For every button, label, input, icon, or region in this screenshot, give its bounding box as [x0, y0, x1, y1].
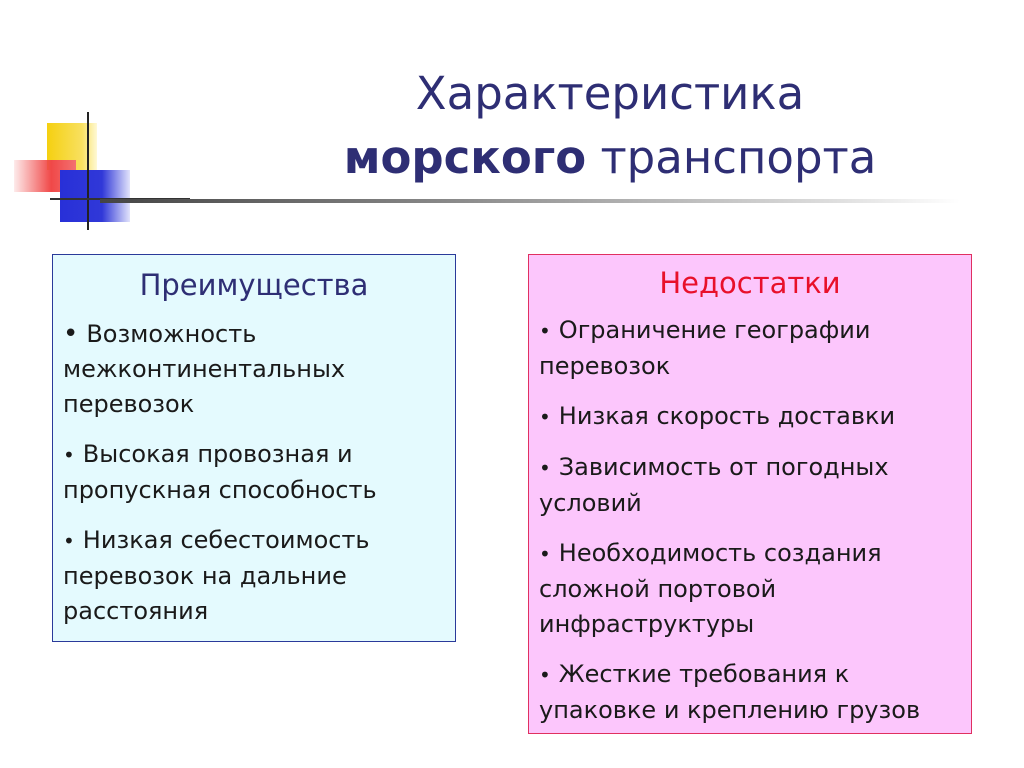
bullet-icon: •	[63, 529, 75, 553]
title-bold-word: морского	[343, 131, 587, 184]
bullet-icon: •	[539, 405, 551, 429]
slide-title	[230, 62, 990, 190]
vertical-line	[87, 112, 89, 230]
title-underline	[100, 199, 960, 203]
advantages-panel	[52, 254, 456, 642]
title-rest: транспорта	[600, 131, 877, 184]
bullet-icon: •	[63, 443, 75, 467]
list-item: • Зависимость от погодных условий	[539, 453, 889, 517]
list-item: • Необходимость создания сложной портовой инфраструктуры	[539, 539, 882, 638]
disadvantages-list	[529, 313, 971, 728]
list-item: • Ограничение географии перевозок	[539, 316, 871, 380]
list-item: • Низкая себестоимость перевозок на дальние расстояния	[63, 526, 370, 625]
decorative-logo	[0, 0, 200, 240]
list-item: • Низкая скорость доставки	[539, 402, 896, 430]
advantages-list	[53, 317, 455, 629]
title-line-2	[230, 126, 990, 190]
bullet-icon: •	[539, 456, 551, 480]
list-item: • Высокая провозная и пропускная способность	[63, 440, 377, 504]
title-line-1: Характеристика	[415, 67, 805, 120]
disadvantages-panel	[528, 254, 972, 734]
bullet-icon: •	[539, 542, 551, 566]
bullet-icon: •	[63, 319, 79, 349]
bullet-icon: •	[539, 663, 551, 687]
blue-square	[60, 170, 130, 222]
disadvantages-heading: Недостатки	[659, 266, 841, 300]
bullet-icon: •	[539, 319, 551, 343]
list-item: • Возможность межконтинентальных перевозок	[63, 319, 346, 418]
advantages-heading: Преимущества	[139, 268, 369, 302]
list-item: • Жесткие требования к упаковке и креплению грузов	[539, 660, 921, 724]
